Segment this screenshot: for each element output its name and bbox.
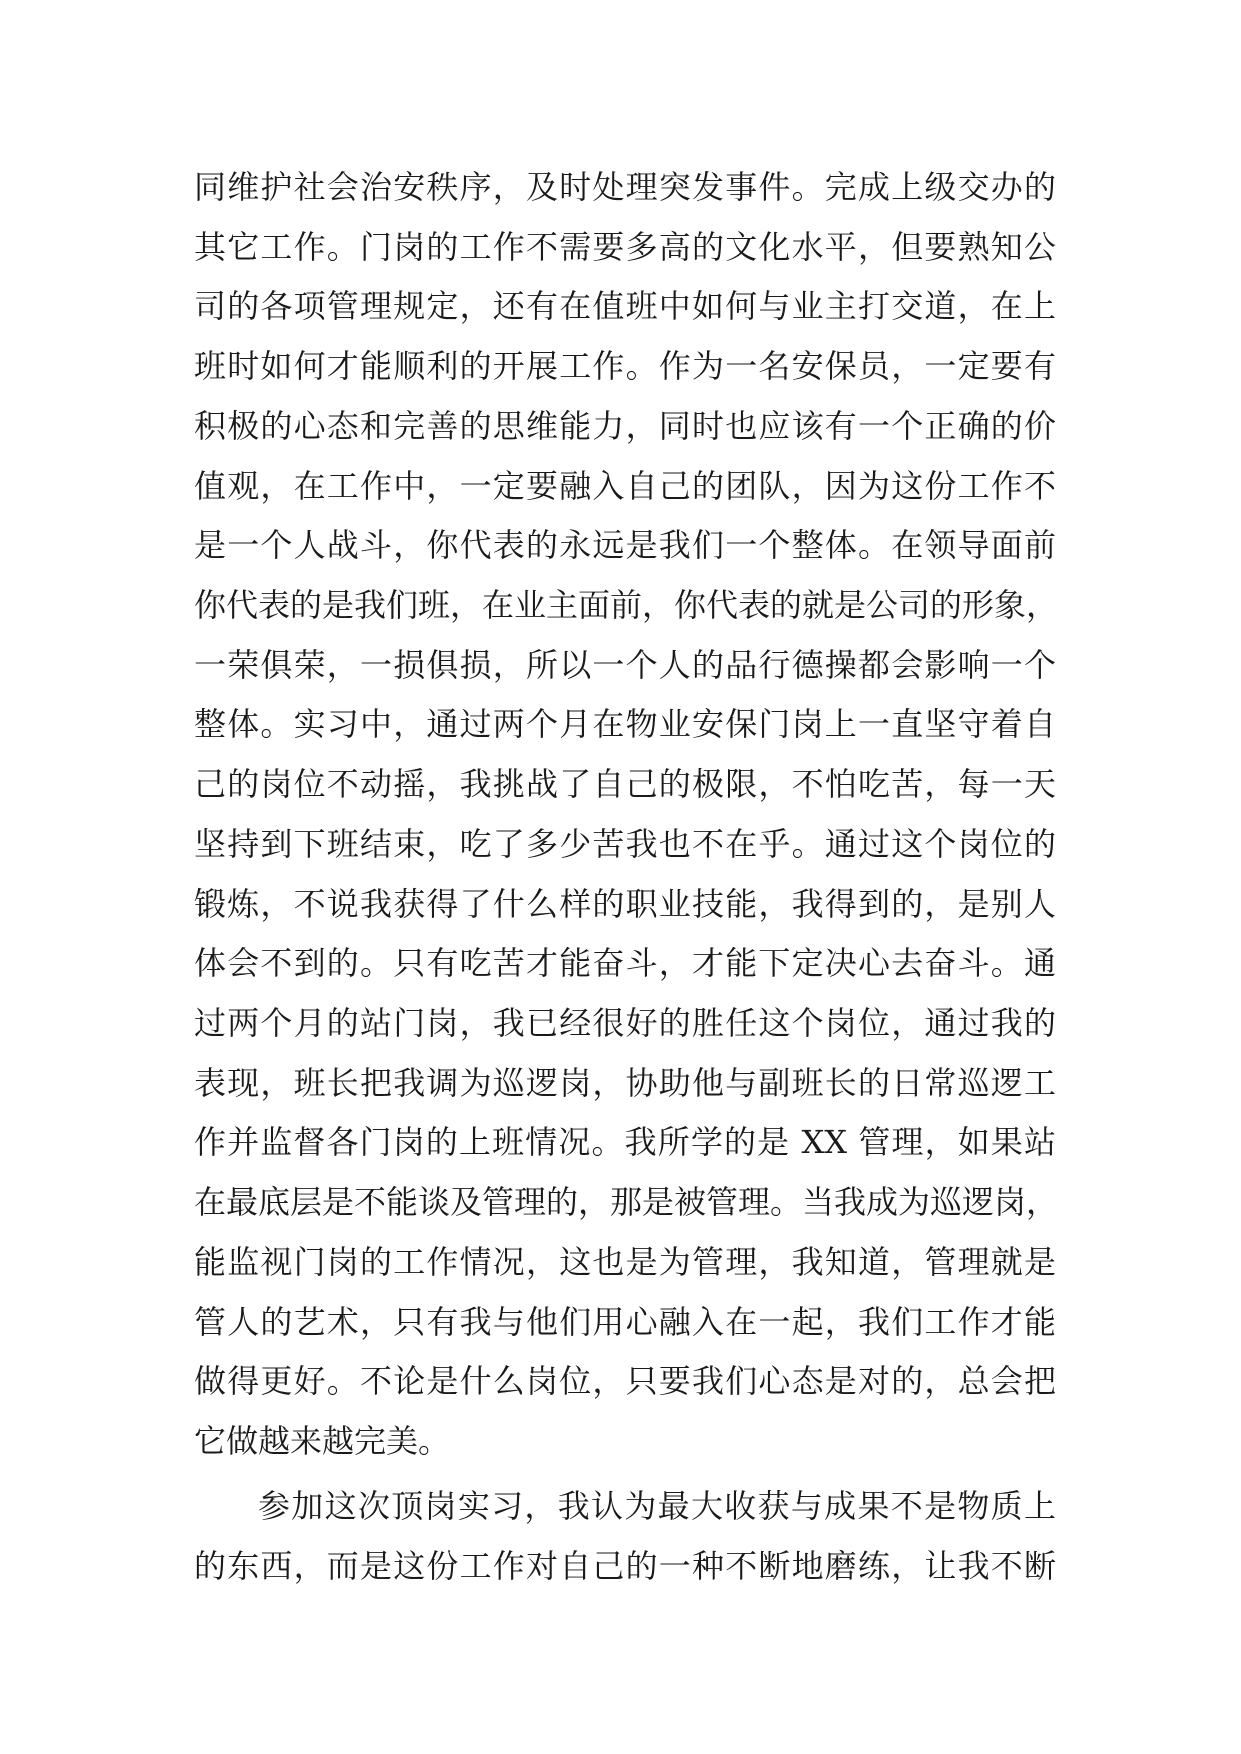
text-line: 己的岗位不动摇，我挑战了自己的极限，不怕吃苦，每一天 xyxy=(194,765,1056,803)
text-line: 班时如何才能顺利的开展工作。作为一名安保员，一定要有 xyxy=(194,347,1056,385)
text-line: 值观，在工作中，一定要融入自己的团队，因为这份工作不 xyxy=(194,467,1056,505)
text-line: 是一个人战斗，你代表的永远是我们一个整体。在领导面前 xyxy=(194,526,1056,564)
text-line: 过两个月的站门岗，我已经很好的胜任这个岗位，通过我的 xyxy=(194,1004,1056,1042)
text-line: 你代表的是我们班，在业主面前，你代表的就是公司的形象， xyxy=(194,586,1059,624)
text-line: 做得更好。不论是什么岗位，只要我们心态是对的，总会把 xyxy=(194,1362,1056,1400)
text-line: 整体。实习中，通过两个月在物业安保门岗上一直坚守着自 xyxy=(194,705,1056,743)
text-line: 在最底层是不能谈及管理的，那是被管理。当我成为巡逻岗， xyxy=(194,1183,1059,1221)
text-line: 体会不到的。只有吃苦才能奋斗，才能下定决心去奋斗。通 xyxy=(194,944,1056,982)
text-line: 司的各项管理规定，还有在值班中如何与业主打交道，在上 xyxy=(194,287,1056,325)
text-line: 积极的心态和完善的思维能力，同时也应该有一个正确的价 xyxy=(194,407,1056,445)
text-line: 的东西，而是这份工作对自己的一种不断地磨练，让我不断 xyxy=(194,1547,1056,1585)
text-line: 管人的艺术，只有我与他们用心融入在一起，我们工作才能 xyxy=(194,1303,1056,1341)
paragraph-first-line: 参加这次顶岗实习，我认为最大收获与成果不是物质上 xyxy=(258,1487,1056,1525)
text-line: 能监视门岗的工作情况，这也是为管理，我知道，管理就是 xyxy=(194,1243,1056,1281)
text-line: 同维护社会治安秩序，及时处理突发事件。完成上级交办的 xyxy=(194,168,1056,206)
text-line: 锻炼，不说我获得了什么样的职业技能，我得到的，是别人 xyxy=(194,885,1056,923)
text-line: 表现，班长把我调为巡逻岗，协助他与副班长的日常巡逻工 xyxy=(194,1064,1056,1102)
paragraph-end-line: 它做越来越完美。 xyxy=(194,1422,451,1460)
text-line: 其它工作。门岗的工作不需要多高的文化水平，但要熟知公 xyxy=(194,228,1056,266)
text-line: 作并监督各门岗的上班情况。我所学的是 XX 管理，如果站 xyxy=(194,1123,1056,1161)
text-line: 一荣俱荣，一损俱损，所以一个人的品行德操都会影响一个 xyxy=(194,646,1056,684)
text-line: 坚持到下班结束，吃了多少苦我也不在乎。通过这个岗位的 xyxy=(194,825,1056,863)
